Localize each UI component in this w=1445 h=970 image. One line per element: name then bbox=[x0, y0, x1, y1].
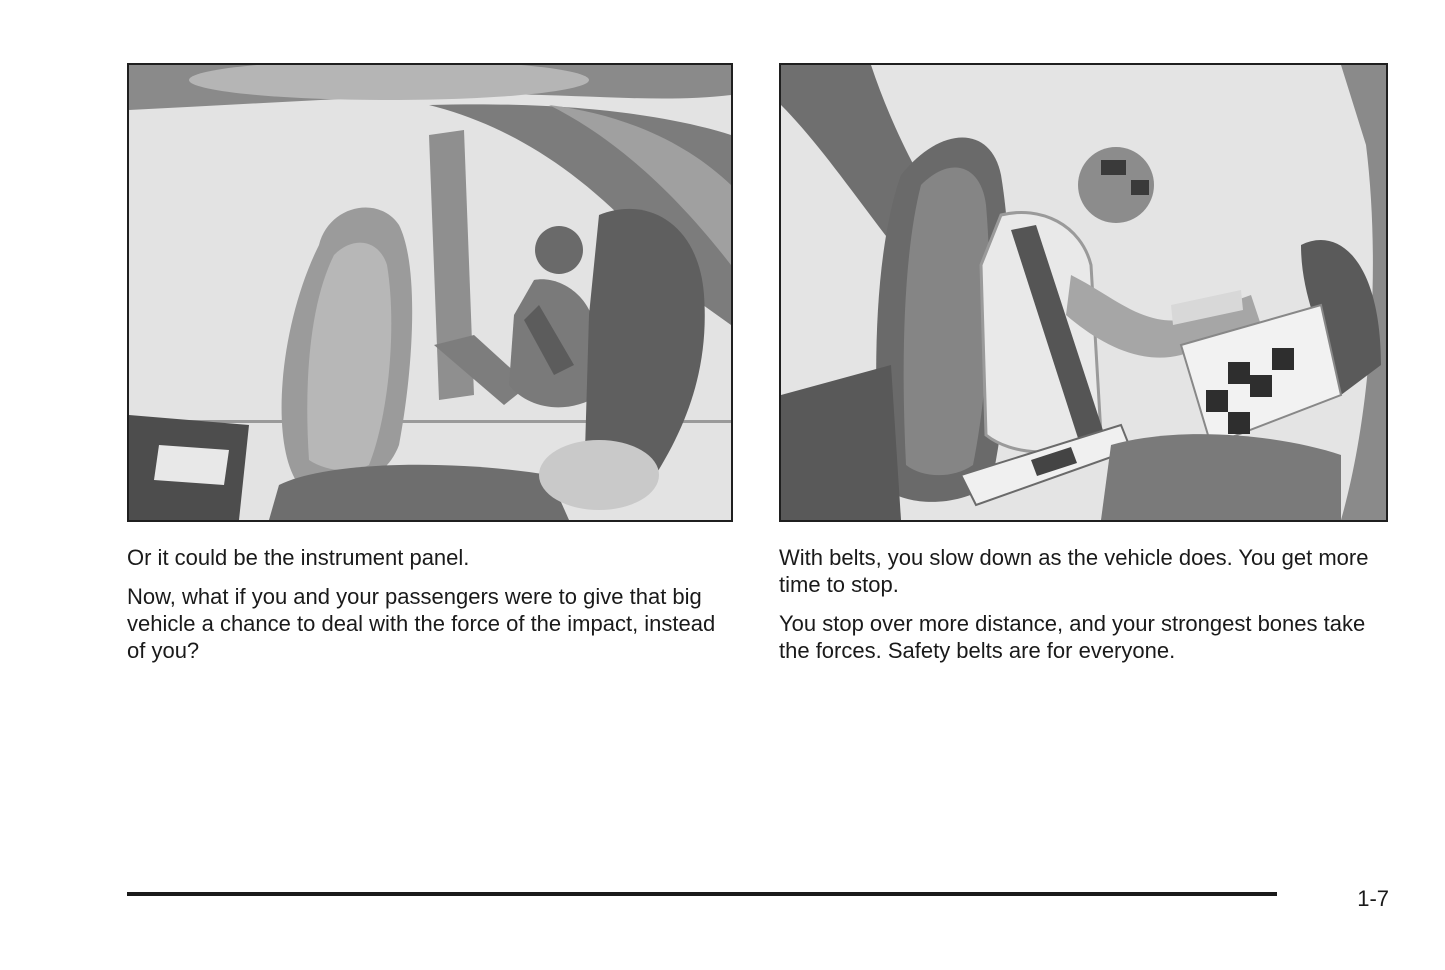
crash-test-illustration-belted bbox=[781, 65, 1386, 520]
paragraph: Or it could be the instrument panel. bbox=[127, 545, 470, 570]
paragraph: With belts, you slow down as the vehicle does. You get more time to stop. bbox=[779, 545, 1369, 597]
page-number: 1-7 bbox=[1357, 886, 1389, 911]
paragraph: Now, what if you and your passengers were to give that big vehicle a chance to deal with the force of the impact, instead of you? bbox=[127, 584, 716, 663]
crash-test-photo-unbelted bbox=[127, 63, 733, 522]
left-text-column bbox=[127, 544, 739, 676]
crash-test-illustration-unbelted bbox=[129, 65, 731, 520]
crash-test-photo-belted bbox=[779, 63, 1388, 522]
footer-divider bbox=[127, 892, 1277, 896]
paragraph: You stop over more distance, and your strongest bones take the forces. Safety belts are for everyone. bbox=[779, 611, 1366, 663]
right-text-column bbox=[779, 544, 1394, 676]
